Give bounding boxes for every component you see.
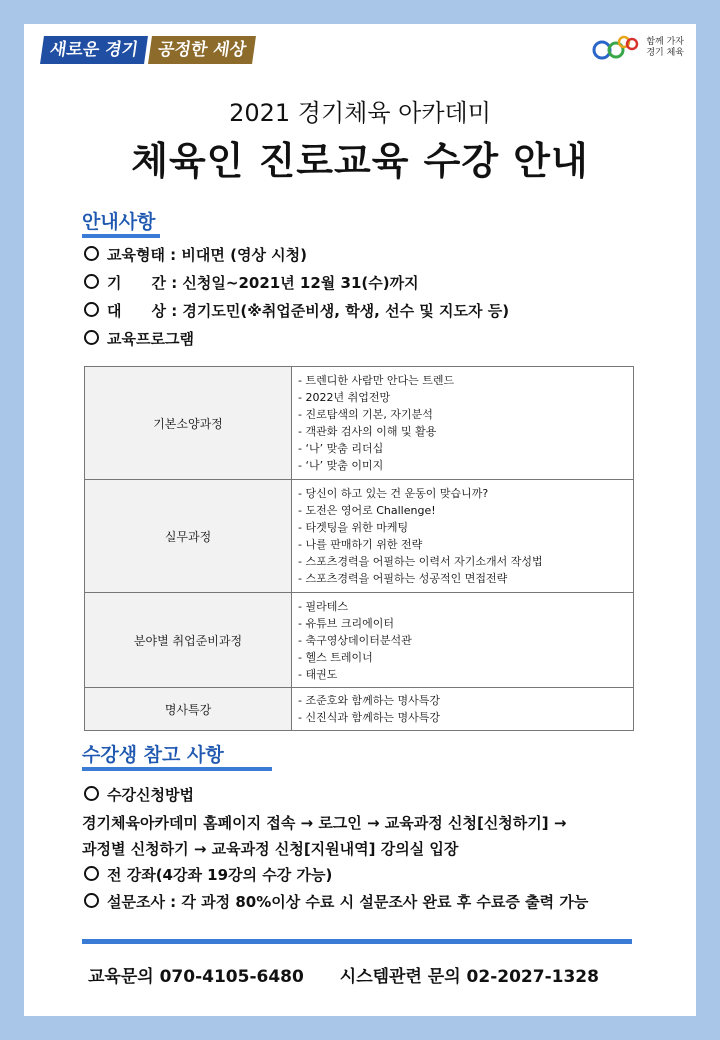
notice-line-target: 대 상 : 경기도민(※취업준비생, 학생, 선수 및 지도자 등) [84, 300, 509, 322]
notice-heading-bar [82, 234, 160, 238]
rings-icon [592, 34, 640, 62]
program-items: - 조준호와 함께하는 명사특강 - 신진식과 함께하는 명사특강 [292, 688, 634, 731]
slogan-left: 새로운 경기 [40, 36, 148, 64]
circle-bullet-icon [84, 786, 99, 801]
program-items: - 트렌디한 사람만 안다는 트렌드 - 2022년 취업전망 - 진로탐색의 기본, 자기분석 - 객관화 검사의 이해 및 활용 - ‘나’ 맞춤 리더십 - ‘나’ 맞춤 이미지 [292, 367, 634, 480]
table-row [85, 688, 634, 731]
page-subtitle: 2021 경기체육 아카데미 [229, 99, 491, 127]
reference-courses: 전 강좌(4강좌 19강의 수강 가능) [84, 864, 332, 886]
notice-line-period: 기 간 : 신청일~2021년 12월 31(수)까지 [84, 272, 419, 294]
notice-heading: 안내사항 [82, 211, 156, 233]
apply-method-line2: 과정별 신청하기 → 교육과정 신청[지원내역] 강의실 입장 [82, 840, 459, 858]
program-category: 기본소양과정 [85, 367, 292, 480]
brand-logo [592, 34, 684, 62]
circle-bullet-icon [84, 302, 99, 317]
circle-bullet-icon [84, 274, 99, 289]
apply-method-line1: 경기체육아카데미 홈페이지 접속 → 로그인 → 교육과정 신청[신청하기] → [82, 814, 567, 832]
reference-heading: 수강생 참고 사항 [82, 744, 224, 766]
circle-bullet-icon [84, 246, 99, 261]
edu-contact: 교육문의 070-4105-6480 [88, 967, 304, 987]
brand-line1: 함께 가자 [646, 37, 684, 47]
slogan-right: 공정한 세상 [148, 36, 256, 64]
circle-bullet-icon [84, 866, 99, 881]
apply-method-title: 수강신청방법 [84, 784, 194, 806]
reference-heading-bar [82, 767, 272, 771]
slogan-logo [42, 36, 254, 64]
brand-line2: 경기 체육 [646, 48, 684, 58]
program-items: - 필라테스 - 유튜브 크리에이터 - 축구영상데이터분석관 - 헬스 트레이너 - 태권도 [292, 593, 634, 688]
reference-survey: 설문조사 : 각 과정 80%이상 수료 시 설문조사 완료 후 수료증 출력 가능 [84, 891, 588, 913]
table-row [85, 593, 634, 688]
program-items: - 당신이 하고 있는 건 운동이 맞습니까? - 도전은 영어로 Challenge! - 타겟팅을 위한 마케팅 - 나를 판매하기 위한 전략 - 스포츠경력을 어필하는 이력서 자기소개서 작성법 - 스포츠경력을 어필하는 성공적인 면접전략 [292, 480, 634, 593]
program-table [84, 366, 634, 731]
notice-line-program: 교육프로그램 [84, 328, 194, 350]
program-category: 명사특강 [85, 688, 292, 731]
footer-divider [82, 939, 632, 944]
notice-line-format: 교육형태 : 비대면 (영상 시청) [84, 244, 307, 266]
program-category: 실무과정 [85, 480, 292, 593]
contact-info [88, 962, 629, 987]
circle-bullet-icon [84, 893, 99, 908]
circle-bullet-icon [84, 330, 99, 345]
page-title: 체육인 진로교육 수강 안내 [131, 139, 589, 183]
notice-page [24, 24, 696, 1016]
system-contact: 시스템관련 문의 02-2027-1328 [339, 967, 599, 987]
table-row [85, 480, 634, 593]
program-category: 분야별 취업준비과정 [85, 593, 292, 688]
table-row [85, 367, 634, 480]
